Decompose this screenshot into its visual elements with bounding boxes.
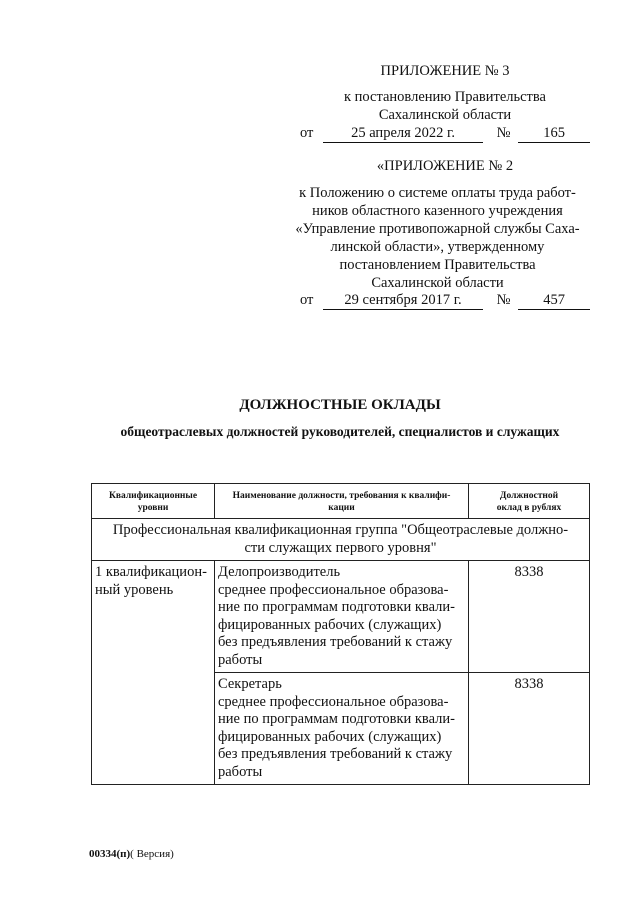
- group-row: [92, 519, 590, 561]
- appendix-title: ПРИЛОЖЕНИЕ № 3: [380, 63, 510, 79]
- qualification-group-cell: Профессиональная квалификационная группа "Общеотраслевые должно- сти служащих первого уровня": [92, 519, 590, 561]
- salary-table: [91, 483, 590, 785]
- number-sign: №: [496, 125, 511, 141]
- table-header-row: [92, 484, 590, 519]
- inner-date-line: [300, 291, 590, 310]
- from-label: от: [300, 125, 314, 141]
- qualification-level-cell: 1 квалификацион- ный уровень: [92, 561, 215, 785]
- inner-decree-number: 457: [518, 291, 590, 310]
- salary-cell: 8338: [469, 561, 590, 673]
- decree-number: 165: [518, 124, 590, 143]
- document-code: 00334(п): [89, 848, 131, 860]
- version-label: ( Версия): [130, 848, 174, 860]
- inner-line-5: постановлением Правительства: [339, 257, 536, 273]
- position-cell: Делопроизводитель среднее профессиональное образова- ние по программам подготовки квали- фицированных рабочих (служащих) без предъявления требований к стажу работы: [215, 561, 469, 673]
- position-cell: Секретарь среднее профессиональное образова- ние по программам подготовки квали- фицированных рабочих (служащих) без предъявления требований к стажу работы: [215, 673, 469, 785]
- appendix-date-line: [300, 124, 590, 143]
- inner-line-2: ников областного казенного учреждения: [312, 203, 563, 219]
- col-header-salary: Должностной оклад в рублях: [469, 484, 590, 519]
- decree-date: 25 апреля 2022 г.: [323, 124, 483, 143]
- col-header-levels: Квалификационные уровни: [92, 484, 215, 519]
- inner-from-label: от: [300, 292, 314, 308]
- appendix-region-line: Сахалинской области: [378, 107, 512, 123]
- inner-line-3: «Управление противопожарной службы Саха-: [295, 221, 580, 237]
- inner-line-4: линской области», утвержденному: [330, 239, 545, 255]
- appendix-decree-line: к постановлению Правительства: [344, 89, 546, 105]
- inner-line-1: к Положению о системе оплаты труда работ-: [299, 185, 576, 201]
- inner-line-6: Сахалинской области: [371, 275, 504, 291]
- salary-cell: 8338: [469, 673, 590, 785]
- inner-decree-date: 29 сентября 2017 г.: [323, 291, 483, 310]
- inner-number-sign: №: [496, 292, 511, 308]
- document-title: ДОЛЖНОСТНЫЕ ОКЛАДЫ: [239, 397, 441, 413]
- col-header-position: Наименование должности, требования к квалифи- кации: [215, 484, 469, 519]
- inner-appendix-title: «ПРИЛОЖЕНИЕ № 2: [376, 158, 514, 174]
- document-subtitle: общеотраслевых должностей руководителей, специалистов и служащих: [120, 424, 560, 439]
- footer-version: [89, 848, 174, 860]
- table-row: [92, 561, 590, 673]
